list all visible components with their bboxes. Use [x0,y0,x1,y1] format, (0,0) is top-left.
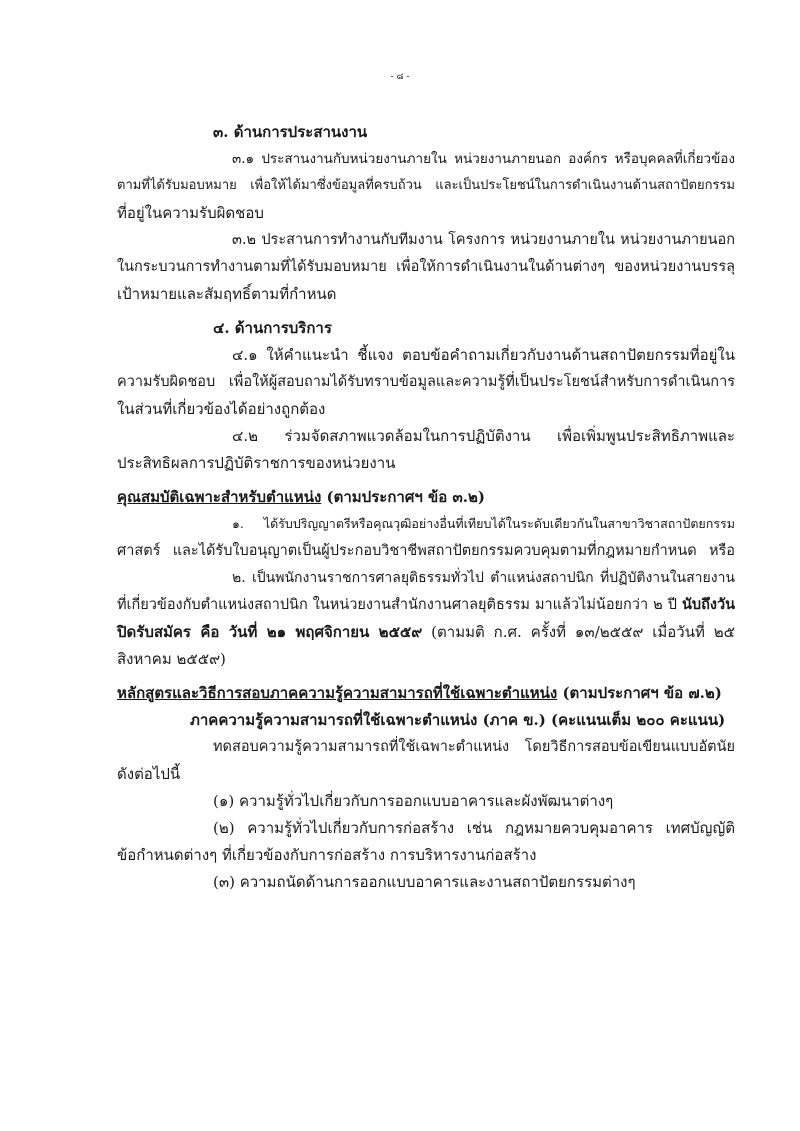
qualifications-heading-title: คุณสมบัติเฉพาะสำหรับตำแหน่ง [117,488,322,506]
paragraph-3-1-line3: ที่อยู่ในความรับผิดชอบ [117,204,264,222]
paragraph-4-2-line2: ประสิทธิผลการปฏิบัติราชการของหน่วยงาน [117,454,396,472]
paragraph-3-2-line3: เป้าหมายและสัมฤทธิ์ตามที่กำหนด [117,285,337,303]
paragraph-3-2-line1: ๓.๒ ประสานการทำงานกับทีมงาน โครงการ หน่วยงานภายใน หน่วยงานภายนอก [232,232,735,248]
curriculum-intro-line1: ทดสอบความรู้ความสามารถที่ใช้เฉพาะตำแหน่ง โดยวิธีการสอบข้อเขียนแบบอัตนัย [213,739,735,755]
paragraph-3-1-line2: ตามที่ได้รับมอบหมาย เพื่อให้ได้มาซึ่งข้อมูลที่ครบถ้วน และเป็นประโยชน์ในการดำเนินงานด้านสถาปัตยกรรม [117,178,735,193]
qualification-2-line1: ๒. เป็นพนักงานราชการศาลยุติธรรมทั่วไป ตำแหน่งสถาปนิก ที่ปฏิบัติงานในสายงาน [232,570,735,586]
curriculum-item-1: (๑) ความรู้ทั่วไปเกี่ยวกับการออกแบบอาคารและผังพัฒนาต่างๆ [213,792,614,810]
deadline-phrase-start: นับถึงวัน [681,596,735,613]
qualification-2-line4: สิงหาคม ๒๕๕๙) [117,650,226,668]
curriculum-subheading: ภาคความรู้ความสามารถที่ใช้เฉพาะตำแหน่ง (ภาค ข.) (คะแนนเต็ม ๒๐๐ คะแนน) [190,711,726,729]
paragraph-4-1-line1: ๔.๑ ให้คำแนะนำ ชี้แจง ตอบข้อคำถามเกี่ยวกับงานด้านสถาปัตยกรรมที่อยู่ใน [232,346,735,364]
page-number: - ๘ - [390,72,410,82]
qualifications-heading-reference: (ตามประกาศฯ ข้อ ๓.๒) [321,488,485,506]
curriculum-heading [117,683,722,703]
paragraph-3-2-line2: ในกระบวนการทำงานตามที่ได้รับมอบหมาย เพื่อให้การดำเนินงานในด้านต่างๆ ของหน่วยงานบรรลุ [117,259,735,275]
qualification-1-line1: ๑. ได้รับปริญญาตรีหรือคุณวุฒิอย่างอื่นที่เทียบได้ในระดับเดียวกันในสาขาวิชาสถาปัตยกรรม [232,516,735,531]
qualification-1-line2: ศาสตร์ และได้รับใบอนุญาตเป็นผู้ประกอบวิชาชีพสถาปัตยกรรมควบคุมตามที่กฎหมายกำหนด หรือ [117,543,735,559]
curriculum-item-2-line2: ข้อกำหนดต่างๆ ที่เกี่ยวข้องกับการก่อสร้าง การบริหารงานก่อสร้าง [117,846,537,864]
paragraph-4-2-line1: ๔.๒ ร่วมจัดสภาพแวดล้อมในการปฏิบัติงาน เพื่อเพิ่มพูนประสิทธิภาพและ [232,427,735,445]
section3-heading: ๓. ด้านการประสานงาน [213,123,368,141]
curriculum-heading-title: หลักสูตรและวิธีการสอบภาคความรู้ความสามารถที่ใช้เฉพาะตำแหน่ง [117,684,558,702]
qualification-2-line2 [117,595,735,615]
deadline-date: ปิดรับสมัคร คือ วันที่ ๒๑ พฤศจิกายน ๒๕๕๙ [117,623,423,641]
section4-heading: ๔. ด้านการบริการ [213,319,332,337]
curriculum-heading-reference: (ตามประกาศฯ ข้อ ๗.๒) [557,684,722,702]
qualification-2-line2-text: ที่เกี่ยวข้องกับตำแหน่งสถาปนิก ในหน่วยงานสำนักงานศาลยุติธรรม มาแล้วไม่น้อยกว่า ๒ ปี [117,597,682,613]
curriculum-item-2-line1: (๒) ความรู้ทั่วไปเกี่ยวกับการก่อสร้าง เช่น กฎหมายควบคุมอาคาร เทศบัญญัติ [213,819,735,837]
paragraph-4-1-line3: ในส่วนที่เกี่ยวข้องได้อย่างถูกต้อง [117,400,326,418]
paragraph-3-1-line1: ๓.๑ ประสานงานกับหน่วยงานภายใน หน่วยงานภายนอก องค์กร หรือบุคคลที่เกี่ยวข้อง [232,151,735,167]
curriculum-intro-line2: ดังต่อไปนี้ [117,765,181,783]
qualifications-heading [117,487,485,507]
curriculum-item-3: (๓) ความถนัดด้านการออกแบบอาคารและงานสถาปัตยกรรมต่างๆ [213,873,636,891]
resolution-reference: (ตามมติ ก.ศ. ครั้งที่ ๑๓/๒๕๕๙ เมื่อวันที่ ๒๕ [422,623,735,641]
qualification-2-line3 [117,622,735,642]
paragraph-4-1-line2: ความรับผิดชอบ เพื่อให้ผู้สอบถามได้รับทราบข้อมูลและความรู้ที่เป็นประโยชน์สำหรับการดำเนินการ [117,374,735,390]
